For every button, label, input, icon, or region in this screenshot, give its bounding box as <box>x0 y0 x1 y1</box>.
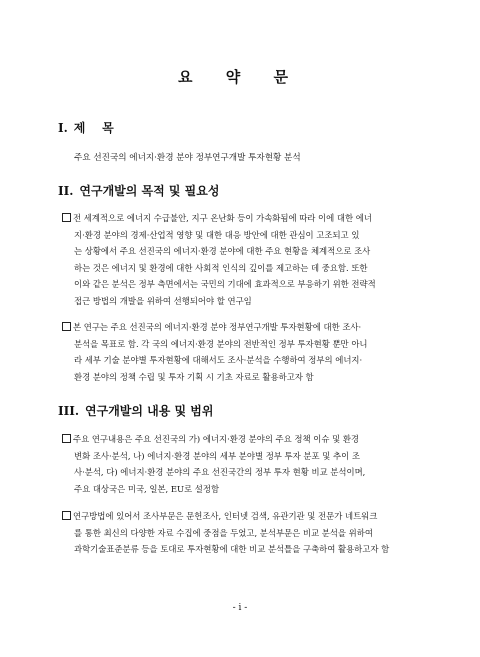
section-3-title: 연구개발의 내용 및 범위 <box>85 404 214 418</box>
section-1-text: 주요 선진국의 에너지·환경 분야 정부연구개발 투자현황 분석 <box>74 153 301 163</box>
section-3-paragraph-2 <box>62 508 434 558</box>
document-title: 요 약 문 <box>178 68 302 86</box>
paragraph-line: 는 상황에서 주요 선진국의 에너지·환경 분야에 대한 주요 현황을 체계적으로 조사 <box>74 246 371 256</box>
paragraph-line: 전 세계적으로 에너지 수급불안, 지구 온난화 등이 가속화됨에 따라 이에 대한 에너 <box>73 213 372 223</box>
paragraph-line: 주요 대상국은 미국, 일본, EU로 설정함 <box>74 483 220 494</box>
section-1-heading <box>58 119 114 136</box>
section-3-number: III. <box>58 404 80 418</box>
section-1-number: I. <box>58 121 68 135</box>
paragraph-line: 연구방법에 있어서 조사부문은 문헌조사, 인터넷 검색, 유관기관 및 전문가 네트워크 <box>73 511 378 521</box>
section-3-paragraph-1 <box>62 431 434 497</box>
checkbox-square-icon <box>62 511 71 520</box>
paragraph-line: 본 연구는 주요 선진국의 에너지·환경 분야 정부연구개발 투자현황에 대한 조사· <box>73 322 362 332</box>
checkbox-square-icon <box>62 322 71 331</box>
paragraph-line: 분석을 목표로 함. 각 국의 에너지·환경 분야의 전반적인 정부 투자현황 뿐만 아니 <box>74 338 368 349</box>
checkbox-square-icon <box>62 434 71 443</box>
checkbox-square-icon <box>62 213 71 222</box>
paragraph-line: 라 세부 기술 분야별 투자현황에 대해서도 조사·분석을 수행하여 정부의 에너지· <box>74 355 363 365</box>
section-2-paragraph-2 <box>62 319 434 385</box>
section-2-number: II. <box>58 184 74 198</box>
paragraph-line: 접근 방법의 개발을 위하여 선행되어야 할 연구임 <box>74 295 252 306</box>
paragraph-line: 지·환경 분야의 경제·산업적 영향 및 대한 대응 방안에 대한 관심이 고조되고 있 <box>74 229 360 240</box>
paragraph-line: 과학기술표준분류 등을 토대로 투자현황에 대한 비교 분석틀을 구축하여 활용하고자 함 <box>74 544 390 554</box>
paragraph-line: 환경 분야의 정책 수립 및 투자 기획 시 기초 자료로 활용하고자 함 <box>74 371 314 382</box>
section-3-heading <box>58 402 214 419</box>
section-2-heading <box>58 182 219 199</box>
paragraph-line: 를 통한 최신의 다양한 자료 수집에 중점을 두었고, 분석부문은 비교 분석을 위하여 <box>74 527 373 538</box>
paragraph-line: 변화 조사·분석, 나) 에너지·환경 분야의 세부 분야별 정부 투자 분포 및 추이 조 <box>74 450 360 461</box>
page-number: - i - <box>232 603 248 613</box>
paragraph-line: 사·분석, 다) 에너지·환경 분야의 주요 선진국간의 정부 투자 현황 비교 분석이며, <box>74 467 366 477</box>
section-2-title: 연구개발의 목적 및 필요성 <box>79 184 220 198</box>
section-2-paragraph-1 <box>62 210 434 309</box>
paragraph-line: 이와 같은 분석은 정부 측면에서는 국민의 기대에 효과적으로 부응하기 위한 전략적 <box>74 279 376 289</box>
paragraph-line: 하는 것은 에너지 및 환경에 대한 사회적 인식의 깊이를 제고하는 데 중요함. 또한 <box>74 262 368 273</box>
paragraph-line: 주요 연구내용은 주요 선진국의 가) 에너지·환경 분야의 주요 정책 이슈 및 환경 <box>73 434 360 444</box>
section-1-title: 제 목 <box>73 121 114 135</box>
